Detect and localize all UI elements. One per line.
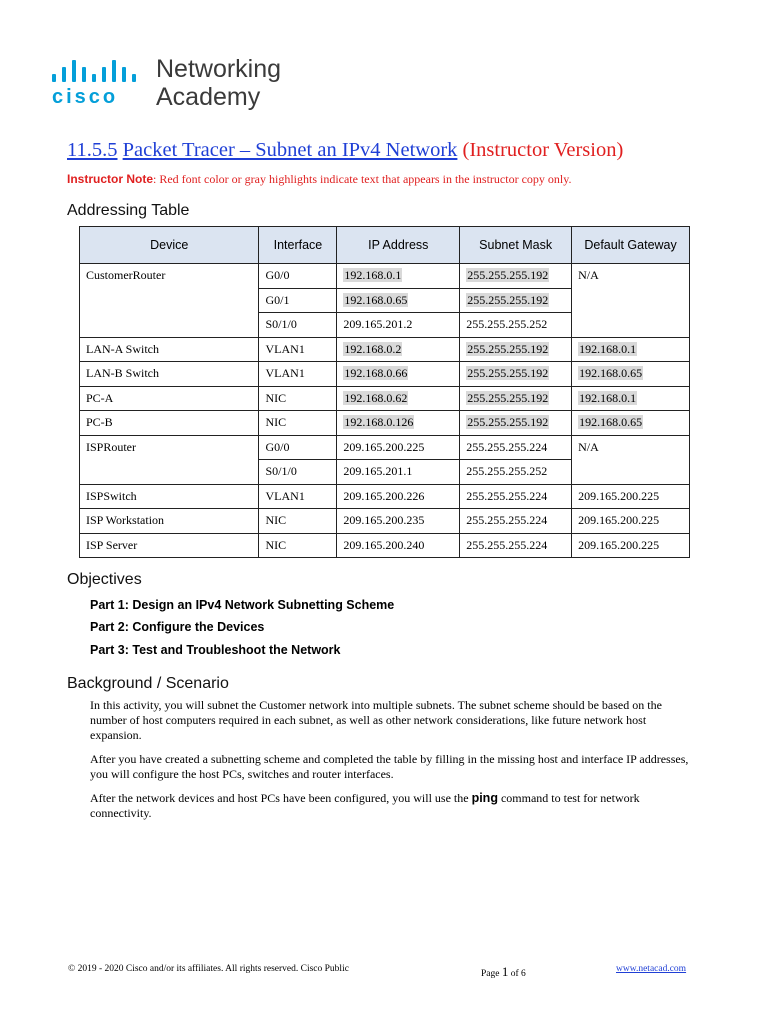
- device-cell: ISP Workstation: [80, 509, 259, 534]
- cisco-bars-icon: [52, 58, 144, 82]
- addressing-table-heading: Addressing Table: [67, 202, 190, 219]
- interface-cell: S0/1/0: [259, 313, 337, 338]
- background-paragraph-3: After the network devices and host PCs have been configured, you will use the ping command to test for network connectivity.: [90, 791, 640, 820]
- activity-name[interactable]: Packet Tracer – Subnet an IPv4 Network: [122, 139, 458, 161]
- interface-cell: NIC: [259, 411, 337, 436]
- interface-cell: VLAN1: [259, 484, 337, 509]
- mask-cell: 255.255.255.224: [460, 484, 572, 509]
- table-row: [80, 362, 690, 387]
- mask-cell: 255.255.255.252: [460, 460, 572, 485]
- column-header: Interface: [259, 227, 337, 264]
- interface-cell: NIC: [259, 509, 337, 534]
- mask-cell: 255.255.255.192: [460, 264, 572, 289]
- gateway-cell: 209.165.200.225: [572, 484, 690, 509]
- device-cell: ISP Server: [80, 533, 259, 558]
- addressing-table: [79, 226, 690, 558]
- gateway-cell: N/A: [572, 435, 690, 484]
- cisco-networking-academy-logo: [52, 55, 312, 116]
- interface-cell: S0/1/0: [259, 460, 337, 485]
- column-header: Device: [80, 227, 259, 264]
- device-cell: LAN-B Switch: [80, 362, 259, 387]
- table-row: [80, 484, 690, 509]
- copyright-notice: © 2019 - 2020 Cisco and/or its affiliates. All rights reserved. Cisco Public: [68, 964, 349, 974]
- device-cell: PC-A: [80, 386, 259, 411]
- ip-cell: 209.165.201.2: [337, 313, 460, 338]
- ip-cell: 192.168.0.2: [337, 337, 460, 362]
- ip-cell: 209.165.200.240: [337, 533, 460, 558]
- mask-cell: 255.255.255.192: [460, 362, 572, 387]
- gateway-cell: 192.168.0.65: [572, 362, 690, 387]
- gateway-cell: 209.165.200.225: [572, 509, 690, 534]
- product-name: Networking Academy: [156, 55, 282, 111]
- ip-cell: 192.168.0.65: [337, 288, 460, 313]
- objectives-heading: Objectives: [67, 571, 142, 588]
- page-number: Page 1 of 6: [481, 964, 526, 979]
- background-paragraph-1: In this activity, you will subnet the Customer network into multiple subnets. The subnet scheme should be based on the number of host computers required in each subnet, as well as other network considerations, like future network host expansion.: [90, 698, 662, 742]
- ip-cell: 192.168.0.1: [337, 264, 460, 289]
- table-header-row: [80, 227, 690, 264]
- table-row: [80, 435, 690, 460]
- device-cell: ISPRouter: [80, 435, 259, 484]
- objective-part-2: Part 2: Configure the Devices: [90, 620, 265, 634]
- interface-cell: NIC: [259, 386, 337, 411]
- ip-cell: 209.165.201.1: [337, 460, 460, 485]
- website-link[interactable]: www.netacad.com: [616, 964, 687, 974]
- table-row: [80, 533, 690, 558]
- ip-cell: 209.165.200.225: [337, 435, 460, 460]
- column-header: Subnet Mask: [460, 227, 572, 264]
- table-row: [80, 386, 690, 411]
- gateway-cell: 192.168.0.65: [572, 411, 690, 436]
- table-row: [80, 264, 690, 289]
- device-cell: CustomerRouter: [80, 264, 259, 338]
- version-label: (Instructor Version): [462, 139, 624, 161]
- column-header: IP Address: [337, 227, 460, 264]
- device-cell: ISPSwitch: [80, 484, 259, 509]
- interface-cell: G0/0: [259, 435, 337, 460]
- ip-cell: 192.168.0.126: [337, 411, 460, 436]
- mask-cell: 255.255.255.192: [460, 411, 572, 436]
- ip-cell: 209.165.200.226: [337, 484, 460, 509]
- activity-number[interactable]: 11.5.5: [67, 139, 118, 161]
- ip-cell: 192.168.0.62: [337, 386, 460, 411]
- mask-cell: 255.255.255.192: [460, 337, 572, 362]
- column-header: Default Gateway: [572, 227, 690, 264]
- device-cell: LAN-A Switch: [80, 337, 259, 362]
- mask-cell: 255.255.255.224: [460, 435, 572, 460]
- background-paragraph-2: After you have created a subnetting scheme and completed the table by filling in the missing host and interface IP addresses, you will configure the host PCs, switches and router interfaces.: [90, 752, 689, 781]
- mask-cell: 255.255.255.252: [460, 313, 572, 338]
- interface-cell: VLAN1: [259, 337, 337, 362]
- ip-cell: 209.165.200.235: [337, 509, 460, 534]
- interface-cell: G0/0: [259, 264, 337, 289]
- page-title: [67, 139, 623, 162]
- table-row: [80, 337, 690, 362]
- background-heading: Background / Scenario: [67, 675, 229, 692]
- cisco-wordmark: cisco: [52, 86, 119, 108]
- interface-cell: VLAN1: [259, 362, 337, 387]
- objective-part-3: Part 3: Test and Troubleshoot the Network: [90, 643, 341, 657]
- interface-cell: G0/1: [259, 288, 337, 313]
- gateway-cell: 192.168.0.1: [572, 337, 690, 362]
- mask-cell: 255.255.255.192: [460, 386, 572, 411]
- table-row: [80, 509, 690, 534]
- ping-command: ping: [471, 791, 498, 805]
- gateway-cell: 209.165.200.225: [572, 533, 690, 558]
- ip-cell: 192.168.0.66: [337, 362, 460, 387]
- mask-cell: 255.255.255.224: [460, 509, 572, 534]
- objective-part-1: Part 1: Design an IPv4 Network Subnetting Scheme: [90, 598, 395, 612]
- mask-cell: 255.255.255.192: [460, 288, 572, 313]
- device-cell: PC-B: [80, 411, 259, 436]
- gateway-cell: 192.168.0.1: [572, 386, 690, 411]
- interface-cell: NIC: [259, 533, 337, 558]
- gateway-cell: N/A: [572, 264, 690, 338]
- table-row: [80, 411, 690, 436]
- mask-cell: 255.255.255.224: [460, 533, 572, 558]
- instructor-note: Instructor Note: Red font color or gray highlights indicate text that appears in the instructor copy only.: [67, 172, 572, 186]
